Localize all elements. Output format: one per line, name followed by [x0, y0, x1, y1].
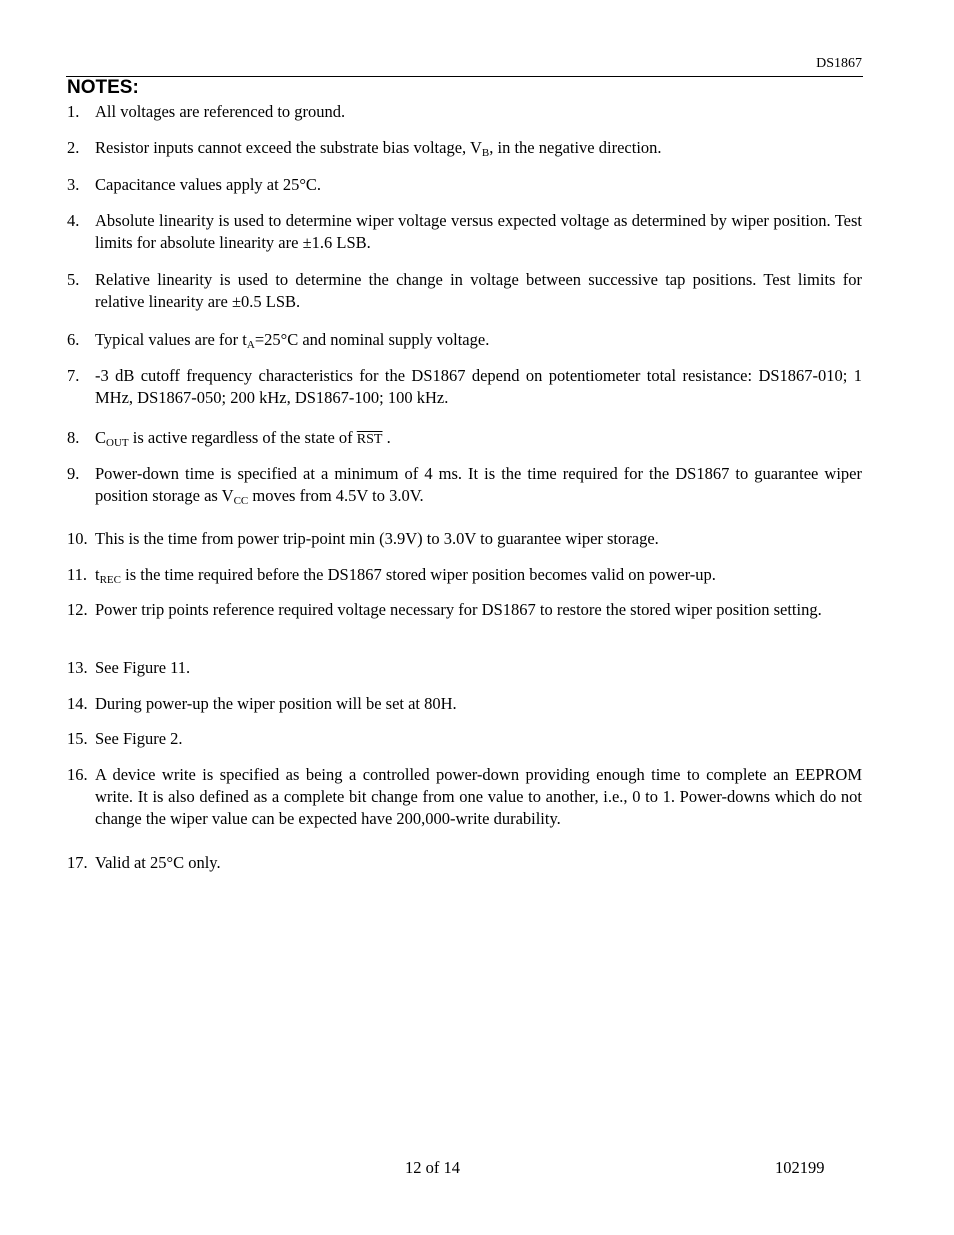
note-text: Resistor inputs cannot exceed the substrate bias voltage, $V_B$, in the negative direction. [95, 138, 662, 159]
notes-title: NOTES: [67, 77, 139, 98]
note-number: 13. [67, 658, 88, 677]
note-2 [67, 137, 862, 159]
note-text: Relative linearity is used to determine the change in voltage between successive tap positions. Test limits for relative linearity are ±0.5 LSB. [95, 270, 862, 311]
note-text: Typical values are for $t_A=25^\circ C$ and nominal supply voltage. [95, 330, 490, 351]
note-text: See Figure 11. [95, 658, 191, 677]
note-14 [67, 693, 862, 715]
note-7 [67, 365, 862, 409]
note-number: 10. [67, 529, 88, 548]
note-number: 16. [67, 765, 88, 784]
note-16 [67, 764, 862, 830]
note-number: 4. [67, 211, 80, 230]
note-9 [67, 463, 862, 507]
note-number: 11. [67, 565, 88, 584]
note-number: 14. [67, 694, 88, 713]
note-text: Absolute linearity is used to determine wiper voltage versus expected voltage as determined by wiper position. Test limits for absolute linearity are ±1.6 LSB. [95, 211, 862, 252]
note-number: 7. [67, 366, 80, 385]
note-17 [67, 852, 862, 874]
footer-doc-code: 102199 [775, 1158, 825, 1177]
note-text: Capacitance values apply at 25°C. [95, 175, 322, 194]
note-text: $C_{OUT}$ is active regardless of the state of $\overline{RST}$ . [95, 428, 391, 449]
note-number: 17. [67, 853, 88, 872]
note-number: 9. [67, 464, 80, 483]
note-number: 5. [67, 270, 80, 289]
note-text: See Figure 2. [95, 729, 183, 748]
note-1 [67, 101, 862, 123]
note-text: During power-up the wiper position will be set at 80H. [95, 694, 457, 713]
note-number: 15. [67, 729, 88, 748]
note-12 [67, 599, 862, 621]
note-text: All voltages are referenced to ground. [95, 102, 346, 121]
note-text: $t_{REC}$ is the time required before the DS1867 stored wiper position becomes valid on power-up. [95, 565, 716, 586]
note-text: -3 dB cutoff frequency characteristics for the DS1867 depend on potentiometer total resistance: DS1867-010; 1 MHz, DS1867-050; 200 kHz, DS1867-100; 100 kHz. [95, 366, 862, 407]
note-text: Power-down time is specified at a minimum of 4 ms. It is the time required for the DS1867 to guarantee wiper position storage as $V_{CC}$ moves from 4.5V to 3.0V. [95, 464, 862, 507]
note-13 [67, 657, 862, 679]
note-number: 6. [67, 330, 80, 349]
note-10 [67, 528, 862, 550]
note-6 [67, 329, 862, 351]
note-3 [67, 174, 862, 196]
note-number: 3. [67, 175, 80, 194]
note-11 [67, 564, 862, 586]
note-number: 2. [67, 138, 80, 157]
header-rule [66, 76, 863, 77]
note-number: 1. [67, 102, 80, 121]
header-doc-id: DS1867 [816, 56, 862, 71]
note-15 [67, 728, 862, 750]
note-4 [67, 210, 862, 254]
note-number: 8. [67, 428, 80, 447]
rst-signal: $\overline{RST}$ [356, 432, 383, 447]
note-text: Valid at 25°C only. [95, 853, 221, 872]
note-text: A device write is specified as being a controlled power-down providing enough time to complete an EEPROM write. It is also defined as a complete bit change from one value to another, i.e., 0 to 1. Power-downs which do not change the wiper value can be expected have 200,000-write durability. [95, 765, 862, 828]
note-8 [67, 427, 862, 451]
note-text: This is the time from power trip-point min (3.9V) to 3.0V to guarantee wiper storage. [95, 529, 659, 548]
note-5 [67, 269, 862, 313]
footer-page-number: 12 of 14 [405, 1158, 460, 1177]
note-text: Power trip points reference required voltage necessary for DS1867 to restore the stored wiper position setting. [95, 600, 822, 619]
note-number: 12. [67, 600, 88, 619]
